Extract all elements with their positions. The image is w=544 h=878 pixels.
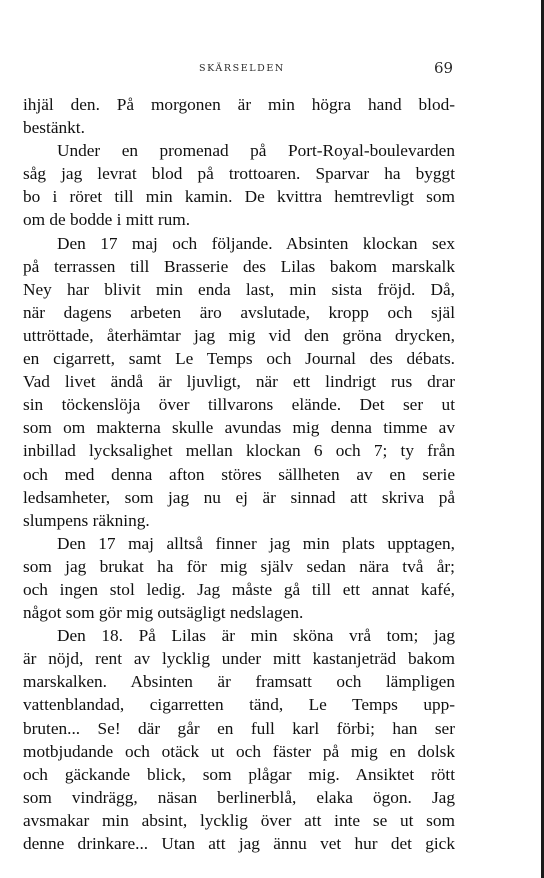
text-line: Under en promenad på Port-Royal-boulevarden: [57, 141, 455, 161]
text-line: såg jag levrat blod på trottoaren. Sparvar ha byggt: [23, 164, 455, 184]
text-line: Den 17 maj och följande. Absinten klockan sex: [57, 233, 455, 253]
text-line: om de bodde i mitt rum.: [23, 210, 191, 230]
text-line: avsmakar min absint, lycklig över att inte se ut som: [23, 810, 455, 830]
text-line: bruten... Se! där går en full karl förbi; han ser: [23, 718, 455, 738]
text-line: slumpens räkning.: [23, 510, 150, 530]
text-line: när dagens arbeten äro avslutade, kropp och själ: [23, 302, 455, 322]
text-line: på terrassen till Brasserie des Lilas bakom marskalk: [23, 256, 455, 276]
text-line: bo i röret till min kamin. De kvittra hemtrevligt som: [23, 187, 455, 207]
text-line: Den 17 maj alltså finner jag min plats upptagen,: [57, 533, 455, 553]
text-line: som vindrägg, näsan berlinerblå, elaka ögon. Jag: [23, 787, 455, 807]
page-number: 69: [434, 59, 454, 77]
text-line: ihjäl den. På morgonen är min högra hand blod-: [23, 95, 455, 114]
text-line: Ney har blivit min enda last, min sista fröjd. Då,: [23, 279, 455, 299]
text-line: ledsamheter, som jag nu ej är sinnad att skriva på: [23, 487, 455, 507]
text-line: motbjudande och otäck ut och fäster på mig en dolsk: [23, 741, 455, 761]
running-head: [0, 59, 544, 79]
text-line: inbillad lycksalighet mellan klockan 6 och 7; ty från: [23, 441, 455, 461]
text-line: och gäckande blick, som plågar mig. Ansiktet rött: [23, 764, 455, 784]
text-line: en cigarrett, samt Le Temps och Journal des débats.: [23, 349, 455, 369]
text-line: marskalken. Absinten är framsatt och lämpligen: [23, 672, 455, 692]
text-line: Vad livet ändå är ljuvligt, när ett lindrigt rus drar: [23, 372, 455, 392]
text-line: och ingen stol ledig. Jag måste gå till ett annat kafé,: [23, 579, 455, 599]
text-line: sin töckenslöja över tillvarons elände. Det ser ut: [23, 395, 455, 415]
text-line: vattenblandad, cigarretten tänd, Le Temps upp-: [23, 695, 455, 715]
running-title: SKÄRSELDEN: [199, 63, 285, 74]
text-line: Den 18. På Lilas är min sköna vrå tom; jag: [57, 626, 455, 646]
body-text: [23, 93, 455, 855]
text-line: är nöjd, rent av lycklig under mitt kastanjeträd bakom: [23, 649, 455, 669]
text-line: uttröttade, återhämtar jag mig vid den gröna drycken,: [23, 325, 455, 345]
text-line: som om makterna skulle avundas mig denna timme av: [23, 418, 455, 438]
text-line: bestänkt.: [23, 118, 85, 138]
text-line: som jag brukat ha för mig själv sedan nära två år;: [23, 556, 455, 576]
text-line: och med denna afton störes sällheten av en serie: [23, 464, 455, 484]
text-line: denne drinkare... Utan att jag ännu vet hur det gick: [23, 834, 455, 853]
text-line: något som gör mig outsägligt nedslagen.: [23, 603, 304, 623]
